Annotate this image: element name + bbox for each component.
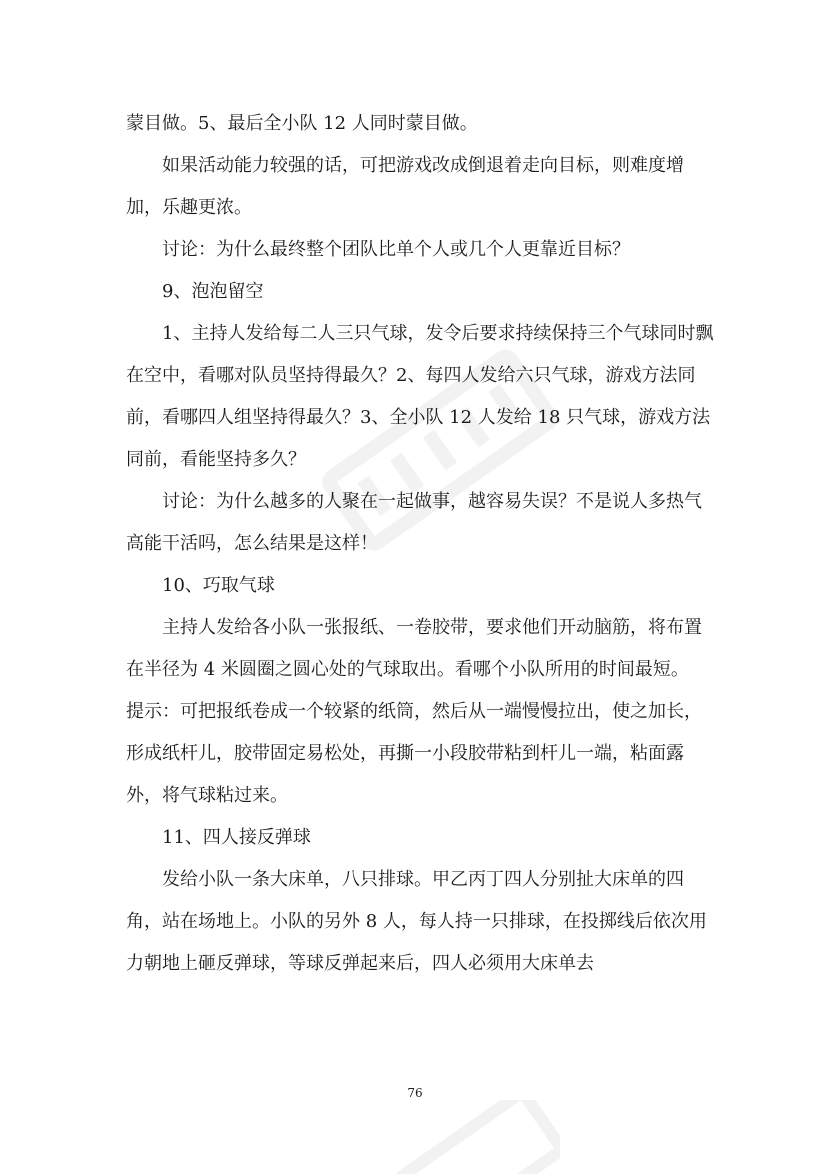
watermark-logo-fragment-icon bbox=[360, 1100, 560, 1174]
paragraph-9-hint: 提示：可把报纸卷成一个较紧的纸筒，然后从一端慢慢拉出，使之加长，形成纸杆儿，胶带固定易松处，再撕一小段胶带粘到杆儿一端，粘面露外，将气球粘过来。 bbox=[126, 701, 702, 806]
paragraph-8: 主持人发给各小队一张报纸、一卷胶带，要求他们开动脑筋，将布置在半径为 4 米圆圈之圆心处的气球取出。看哪个小队所用的时间最短。 bbox=[126, 617, 702, 680]
paragraph-5: 1、主持人发给每二人三只气球，发令后要求持续保持三个气球同时飘在空中，看哪对队员坚持得最久？2、每四人发给六只气球，游戏方法同前，看哪四人组坚持得最久？3、全小队 12 人发给 18 只气球，游戏方法同前，看能坚持多久？ bbox=[126, 323, 714, 470]
paragraph-2: 如果活动能力较强的话，可把游戏改成倒退着走向目标，则难度增加，乐趣更浓。 bbox=[126, 155, 684, 218]
page-number: 76 bbox=[407, 1086, 423, 1100]
paragraph-11: 发给小队一条大床单，八只排球。甲乙丙丁四人分别扯大床单的四角，站在场地上。小队的另外 8 人，每人持一只排球，在投掷线后依次用力朝地上砸反弹球，等球反弹起来后，四人必须用大床单去 bbox=[126, 869, 707, 974]
section-heading-11: 11、四人接反弹球 bbox=[162, 827, 311, 848]
section-heading-9: 9、泡泡留空 bbox=[162, 281, 264, 302]
document-body bbox=[126, 103, 716, 985]
paragraph-6: 讨论：为什么越多的人聚在一起做事，越容易失误？不是说人多热气高能干活吗，怎么结果是这样！ bbox=[126, 491, 702, 554]
paragraph-3: 讨论：为什么最终整个团队比单个人或几个人更靠近目标？ bbox=[162, 239, 630, 260]
paragraph-1: 蒙目做。5、最后全小队 12 人同时蒙目做。 bbox=[126, 113, 478, 134]
section-heading-10: 10、巧取气球 bbox=[162, 575, 275, 596]
